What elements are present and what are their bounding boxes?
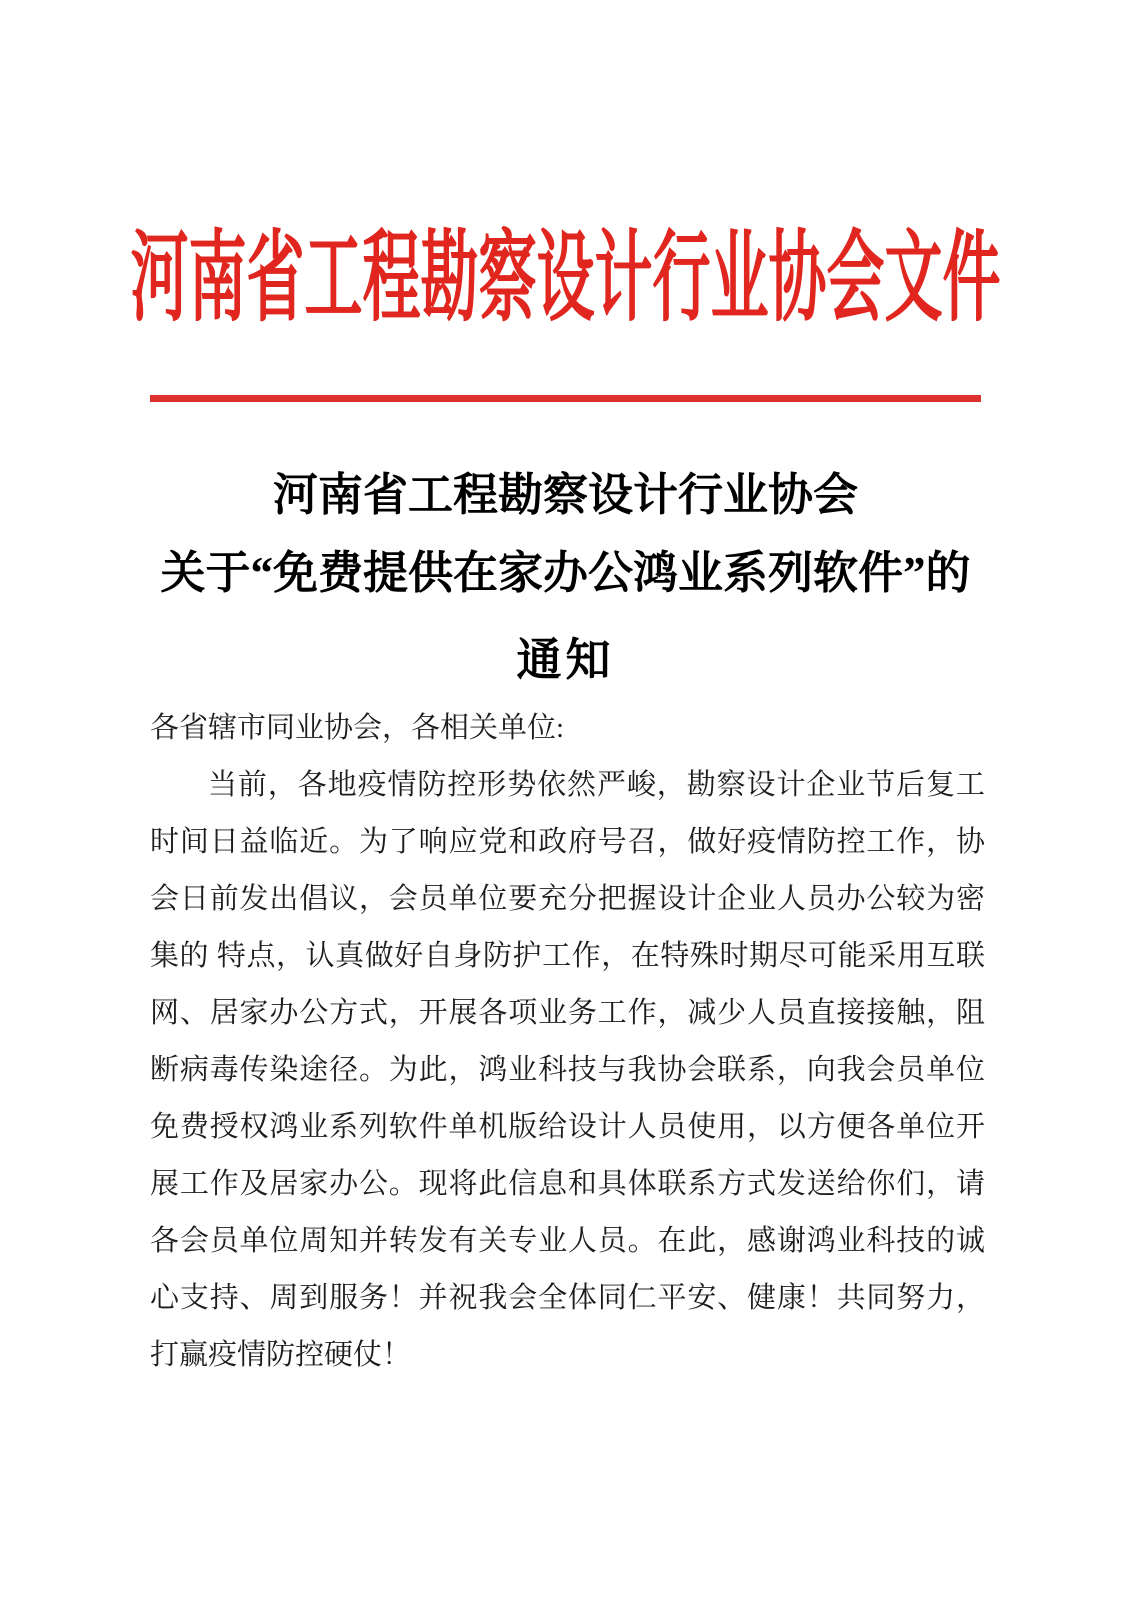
body-line: 展工作及居家办公。现将此信息和具体联系方式发送给你们，请 <box>150 1168 985 1200</box>
doc-title-line-1: 河南省工程勘察设计行业协会 <box>272 470 858 520</box>
salutation-line: 各省辖市同业协会，各相关单位: <box>150 712 565 744</box>
letterhead-rule <box>150 395 981 402</box>
doc-title-line-2: 关于“免费提供在家办公鸿业系列软件”的 <box>160 548 971 598</box>
body-closing-line: 打赢疫情防控硬仗！ <box>150 1339 412 1371</box>
body-line: 断病毒传染途径。为此，鸿业科技与我协会联系，向我会员单位 <box>150 1054 985 1086</box>
body-line: 会日前发出倡议，会员单位要充分把握设计企业人员办公较为密 <box>150 883 985 915</box>
body-line: 网、居家办公方式，开展各项业务工作，减少人员直接接触，阻 <box>150 997 985 1029</box>
body-line: 免费授权鸿业系列软件单机版给设计人员使用，以方便各单位开 <box>150 1111 985 1143</box>
letterhead-title: 河南省工程勘察设计行业协会文件 <box>130 222 1001 334</box>
doc-title-line-3: 通知 <box>516 635 615 685</box>
body-line: 心支持、周到服务！并祝我会全体同仁平安、健康！共同努力， <box>150 1282 985 1314</box>
body-line: 时间日益临近。为了响应党和政府号召，做好疫情防控工作，协 <box>150 826 985 858</box>
body-line: 各会员单位周知并转发有关专业人员。在此，感谢鸿业科技的诚 <box>150 1225 985 1257</box>
body-line: 当前，各地疫情防控形势依然严峻，勘察设计企业节后复工 <box>208 769 985 801</box>
body-line: 集的 特点，认真做好自身防护工作，在特殊时期尽可能采用互联 <box>150 940 985 972</box>
body-paragraph <box>150 700 985 1384</box>
